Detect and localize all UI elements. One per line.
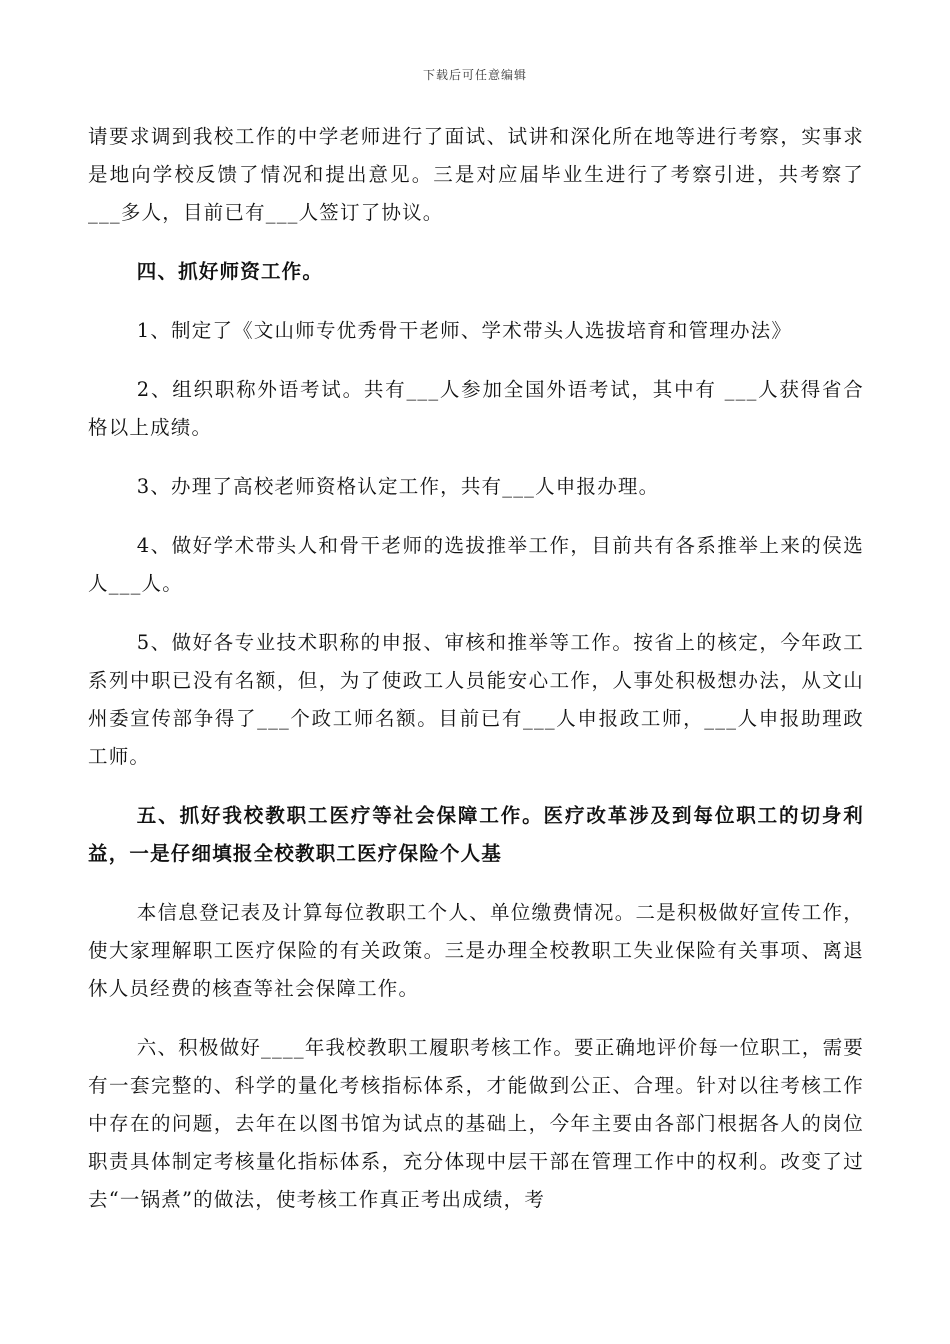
list-item-5: 5、做好各专业技术职称的申报、审核和推举等工作。按省上的核定，今年政工系列中职已没有名额，但，为了使政工人员能安心工作，人事处积极想办法，从文山州委宣传部争得了___个政工师名额。目前已有___人申报政工师，___人申报助理政工师。 — [88, 631, 864, 768]
list-item-1: 1、制定了《文山师专优秀骨干老师、学术带头人选拔培育和管理办法》 — [136, 319, 793, 342]
list-item-3: 3、办理了高校老师资格认定工作，共有___人申报办理。 — [136, 475, 660, 498]
list-item-2: 2、组织职称外语考试。共有___人参加全国外语考试，其中有 ___人获得省合格以上成绩。 — [88, 378, 864, 439]
paragraph-section-6: 六、积极做好____年我校教职工履职考核工作。要正确地评价每一位职工，需要有一套完整的、科学的量化考核指标体系，才能做到公正、合理。针对以往考核工作中存在的问题，去年在以图书馆为试点的基础上，今年主要由各部门根据各人的岗位职责具体制定考核量化指标体系，充分体现中层干部在管理工作中的权利。改变了过去“一锅煮”的做法，使考核工作真正考出成绩，考 — [88, 1036, 864, 1211]
section-heading-4: 四、抓好师资工作。 — [136, 260, 324, 283]
list-item-4: 4、做好学术带头人和骨干老师的选拔推举工作，目前共有各系推举上来的侯选人___人。 — [88, 534, 864, 595]
paragraph-social-security: 本信息登记表及计算每位教职工个人、单位缴费情况。二是积极做好宣传工作，使大家理解职工医疗保险的有关政策。三是办理全校教职工失业保险有关事项、离退休人员经费的核查等社会保障工作。 — [88, 901, 864, 1000]
page-header: 下载后可任意编辑 — [422, 68, 527, 82]
section-heading-5: 五、抓好我校教职工医疗等社会保障工作。医疗改革涉及到每位职工的切身利益，一是仔细填报全校教职工医疗保险个人基 — [88, 804, 864, 865]
document-body — [88, 118, 864, 1240]
paragraph-continuation: 请要求调到我校工作的中学老师进行了面试、试讲和深化所在地等进行考察，实事求是地向学校反馈了情况和提出意见。三是对应届毕业生进行了考察引进，共考察了___多人，目前已有___人签订了协议。 — [88, 125, 864, 224]
